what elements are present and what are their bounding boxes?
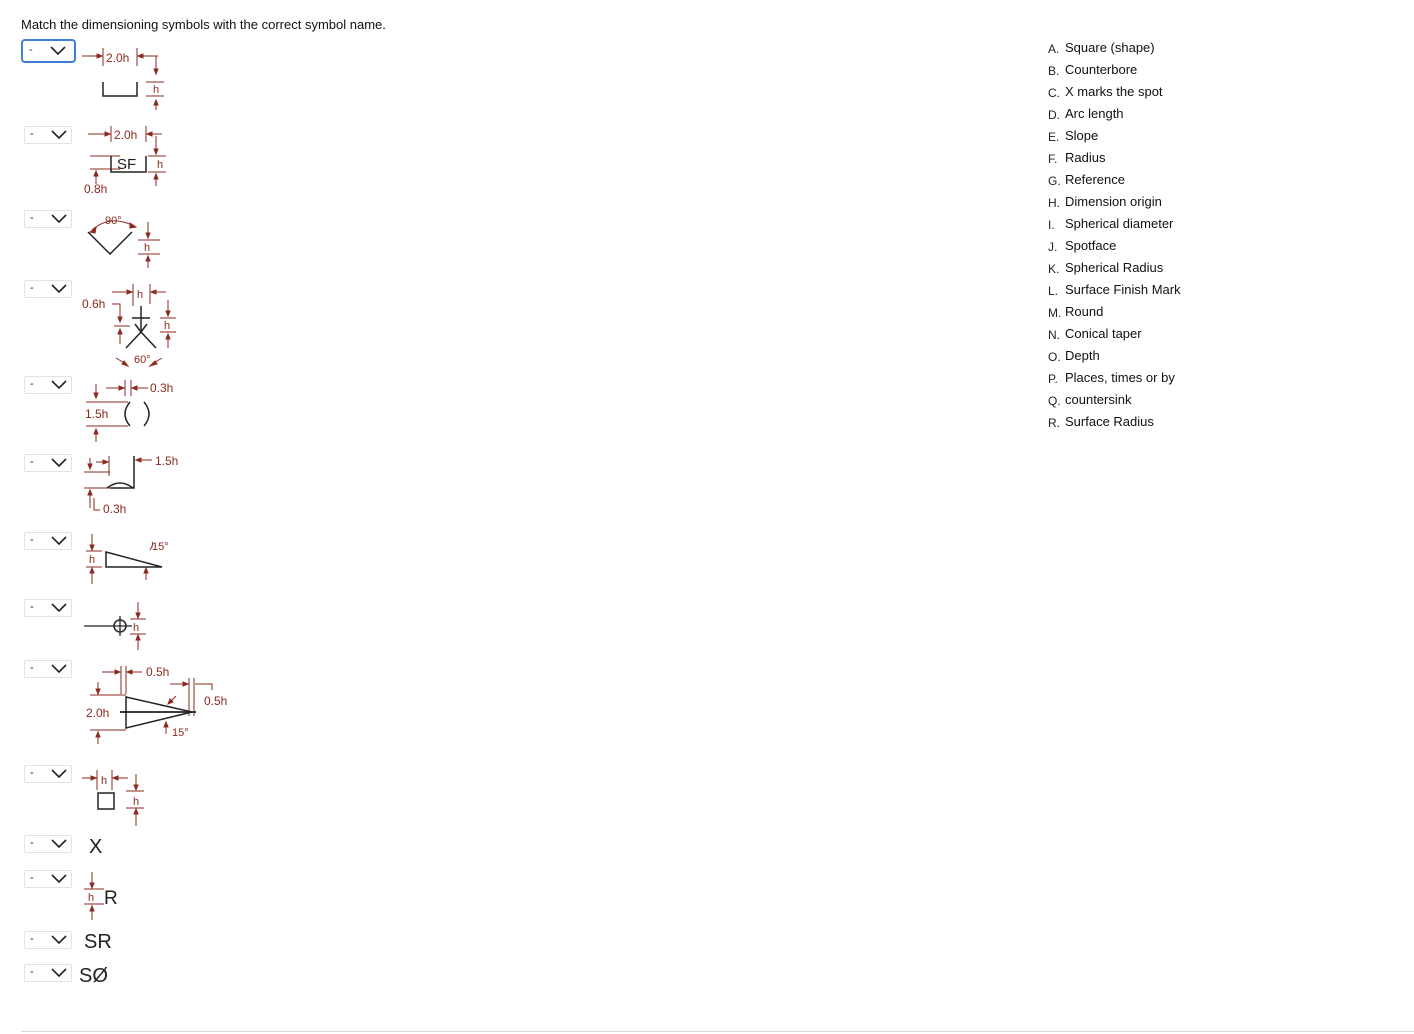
- match-select-8[interactable]: [24, 599, 72, 617]
- dim-label: 2.0h: [86, 706, 110, 720]
- match-select-2[interactable]: [24, 126, 72, 144]
- option-letter: A.: [1048, 42, 1060, 56]
- option-text: Conical taper: [1065, 326, 1142, 341]
- dim-label: 0.5h: [204, 694, 228, 708]
- square-symbol: [80, 768, 180, 830]
- option-letter: G.: [1048, 174, 1061, 188]
- dim-label: h: [88, 892, 95, 904]
- option-text: Arc length: [1065, 106, 1124, 121]
- dim-label: 0.3h: [103, 502, 127, 516]
- dim-label: h: [164, 320, 171, 332]
- option-letter: I.: [1048, 218, 1055, 232]
- option-letter: Q.: [1048, 394, 1061, 408]
- match-select-3[interactable]: [24, 210, 72, 228]
- option-text: Depth: [1065, 348, 1100, 363]
- chevron-down-icon: [51, 284, 67, 294]
- select-value: -: [30, 933, 34, 945]
- chevron-down-icon: [51, 380, 67, 390]
- spotface-symbol: [80, 124, 180, 202]
- x-symbol: X: [89, 836, 103, 858]
- match-select-7[interactable]: [24, 532, 72, 550]
- option-text: Round: [1065, 304, 1104, 319]
- conical-taper-symbol: [80, 660, 240, 748]
- dim-label: h: [101, 775, 108, 787]
- chevron-down-icon: [51, 769, 67, 779]
- option-text: Spotface: [1065, 238, 1117, 253]
- dim-label: 60°: [134, 354, 151, 366]
- dim-label: 2.0h: [114, 128, 138, 142]
- dim-label: 15°: [152, 541, 169, 553]
- select-value: -: [30, 601, 34, 613]
- option-letter: B.: [1048, 64, 1060, 78]
- option-letter: C.: [1048, 86, 1060, 100]
- dim-label: 1.5h: [85, 407, 109, 421]
- dim-label: 1.5h: [155, 454, 179, 468]
- option-text: Reference: [1065, 172, 1125, 187]
- depth-symbol: [80, 282, 190, 374]
- chevron-down-icon: [51, 664, 67, 674]
- option-letter: F.: [1048, 152, 1058, 166]
- chevron-down-icon: [51, 839, 67, 849]
- match-select-4[interactable]: [24, 280, 72, 298]
- select-value: -: [30, 837, 34, 849]
- option-text: Surface Radius: [1065, 414, 1154, 429]
- select-value: -: [30, 212, 34, 224]
- slope-symbol: [80, 530, 190, 586]
- match-select-14[interactable]: [24, 964, 72, 982]
- chevron-down-icon: [51, 458, 67, 468]
- match-select-13[interactable]: [24, 931, 72, 949]
- dim-label: h: [133, 796, 140, 808]
- select-value: -: [30, 456, 34, 468]
- option-text: Surface Finish Mark: [1065, 282, 1181, 297]
- option-letter: O.: [1048, 350, 1061, 364]
- dim-label: 0.8h: [84, 182, 108, 196]
- dim-label: 0.3h: [150, 381, 174, 395]
- dim-label: h: [137, 289, 144, 301]
- dim-label: 15°: [172, 727, 189, 739]
- select-value: -: [30, 662, 34, 674]
- select-value: -: [30, 767, 34, 779]
- chevron-down-icon: [50, 46, 66, 56]
- option-text: Slope: [1065, 128, 1099, 143]
- counterbore-symbol: [80, 44, 180, 114]
- option-text: countersink: [1065, 392, 1132, 407]
- option-text: Dimension origin: [1065, 194, 1162, 209]
- option-letter: E.: [1048, 130, 1060, 144]
- option-letter: K.: [1048, 262, 1060, 276]
- select-value: -: [30, 282, 34, 294]
- chevron-down-icon: [51, 968, 67, 978]
- instruction-text: Match the dimensioning symbols with the correct symbol name.: [21, 17, 386, 32]
- chevron-down-icon: [51, 130, 67, 140]
- dim-label: 90°: [105, 215, 122, 227]
- sr-symbol: SR: [84, 931, 112, 953]
- option-letter: D.: [1048, 108, 1060, 122]
- reference-symbol: [80, 380, 190, 446]
- option-letter: R.: [1048, 416, 1060, 430]
- chevron-down-icon: [51, 214, 67, 224]
- dimension-origin-symbol: [80, 598, 190, 654]
- dim-label: h: [133, 622, 140, 634]
- option-letter: L.: [1048, 284, 1059, 298]
- match-select-10[interactable]: [24, 765, 72, 783]
- option-text: Square (shape): [1065, 40, 1155, 55]
- match-select-1[interactable]: [21, 39, 76, 63]
- match-select-5[interactable]: [24, 376, 72, 394]
- select-value: -: [30, 966, 34, 978]
- countersink-symbol: [80, 208, 180, 272]
- chevron-down-icon: [51, 603, 67, 613]
- divider: [21, 1031, 1414, 1032]
- dim-label: h: [89, 554, 96, 566]
- dim-label: 2.0h: [106, 51, 130, 65]
- dim-label: h: [153, 84, 160, 96]
- dim-label: 0.5h: [146, 665, 170, 679]
- match-select-12[interactable]: [24, 870, 72, 888]
- radius-symbol: [80, 868, 140, 924]
- match-select-11[interactable]: [24, 835, 72, 853]
- option-letter: J.: [1048, 240, 1058, 254]
- dim-label: h: [144, 242, 151, 254]
- option-text: Places, times or by: [1065, 370, 1175, 385]
- option-text: Spherical Radius: [1065, 260, 1164, 275]
- option-text: Radius: [1065, 150, 1106, 165]
- select-value: -: [30, 128, 34, 140]
- arc-length-symbol: [80, 452, 190, 518]
- match-select-6[interactable]: [24, 454, 72, 472]
- option-text: Spherical diameter: [1065, 216, 1174, 231]
- chevron-down-icon: [51, 935, 67, 945]
- option-letter: H.: [1048, 196, 1060, 210]
- chevron-down-icon: [51, 874, 67, 884]
- select-value: -: [30, 378, 34, 390]
- select-value: -: [29, 44, 33, 56]
- dim-label: h: [157, 159, 164, 171]
- option-letter: M.: [1048, 306, 1062, 320]
- select-value: -: [30, 872, 34, 884]
- select-value: -: [30, 534, 34, 546]
- dim-label: 0.6h: [82, 297, 106, 311]
- option-letter: N.: [1048, 328, 1060, 342]
- option-letter: P.: [1048, 372, 1058, 386]
- r-letter: R: [104, 888, 118, 909]
- option-text: X marks the spot: [1065, 84, 1163, 99]
- option-text: Counterbore: [1065, 62, 1138, 77]
- sf-text: SF: [117, 156, 137, 173]
- chevron-down-icon: [51, 536, 67, 546]
- spherical-diameter-symbol: SØ: [79, 965, 108, 987]
- match-select-9[interactable]: [24, 660, 72, 678]
